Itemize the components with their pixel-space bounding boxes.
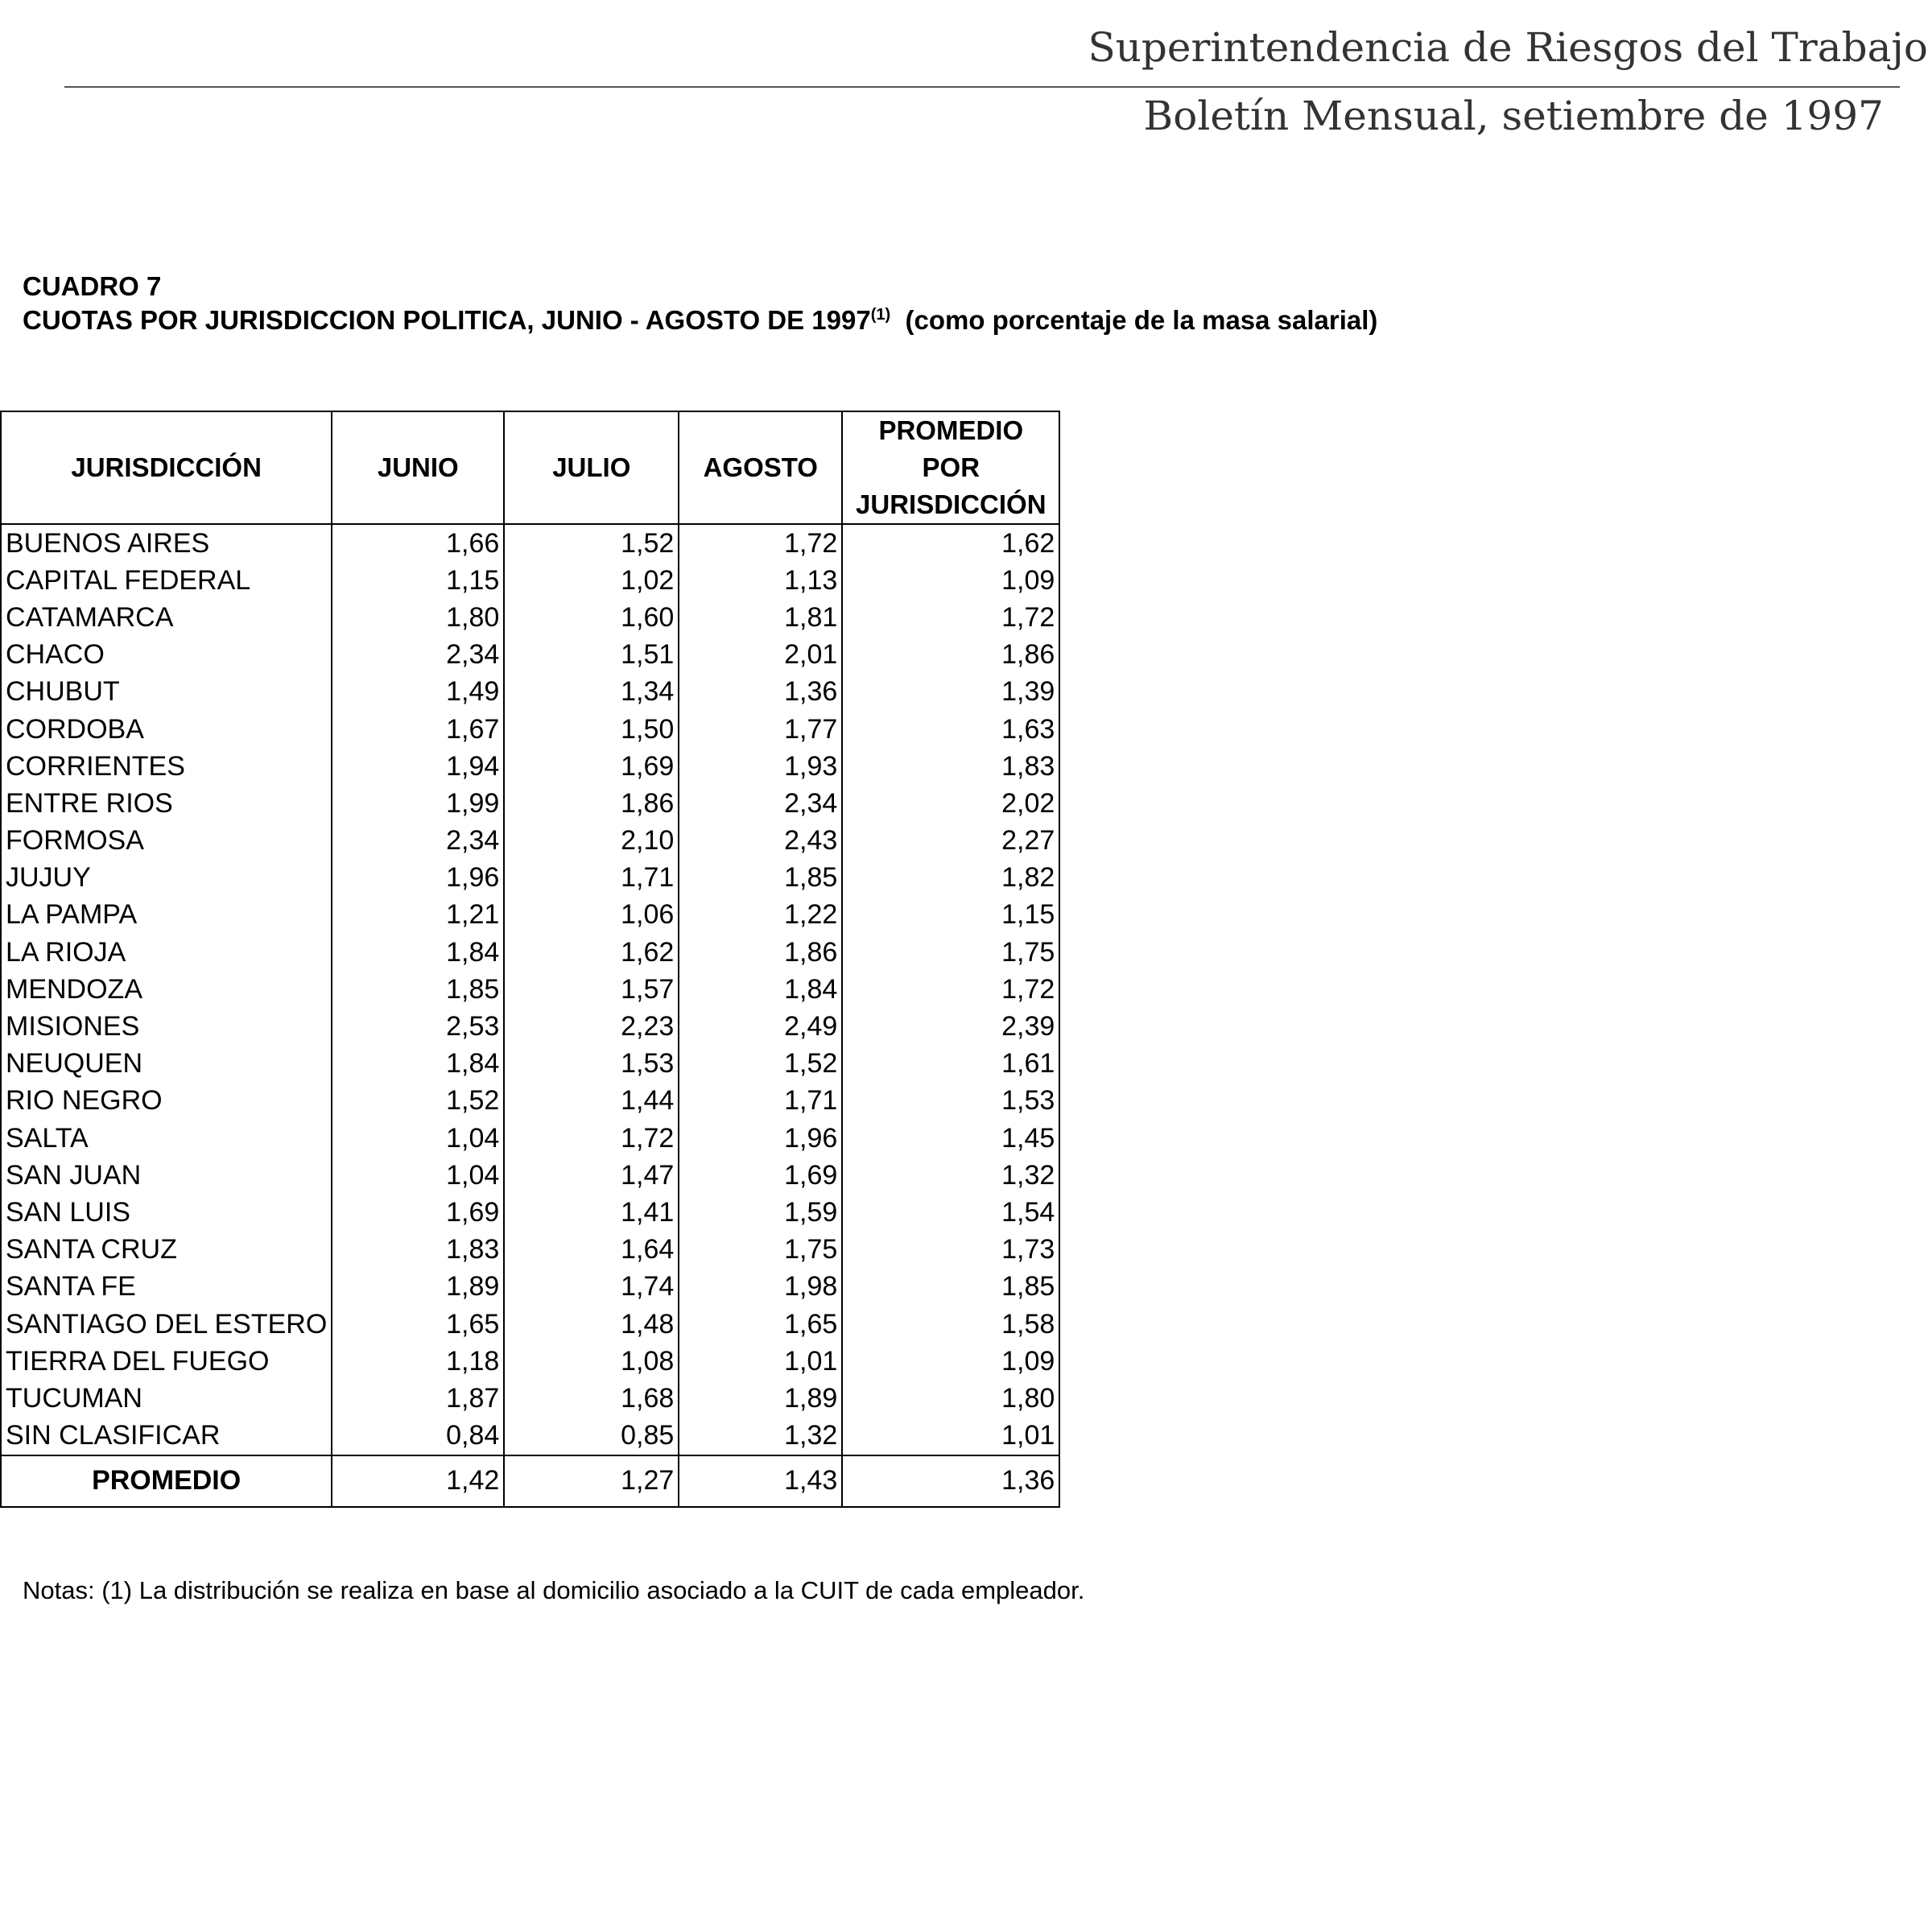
- cell-jurisdiccion: TUCUMAN: [1, 1380, 332, 1417]
- cell-agosto: 1,71: [679, 1083, 842, 1120]
- table-row: [1, 711, 1059, 748]
- cell-julio: 1,60: [504, 599, 679, 636]
- table-row: [1, 897, 1059, 934]
- cell-jurisdiccion: CATAMARCA: [1, 599, 332, 636]
- cell-julio: 1,71: [504, 860, 679, 897]
- table-row: [1, 1008, 1059, 1045]
- cell-agosto: 1,93: [679, 748, 842, 785]
- cell-agosto: 1,65: [679, 1306, 842, 1343]
- cell-jurisdiccion: CORDOBA: [1, 711, 332, 748]
- cell-promedio: 1,39: [842, 674, 1059, 711]
- bulletin-title: Boletín Mensual, setiembre de 1997: [1143, 93, 1884, 139]
- table-title-subtitle: (como porcentaje de la masa salarial): [905, 305, 1378, 335]
- cell-promedio: 1,72: [842, 599, 1059, 636]
- table-row: [1, 971, 1059, 1008]
- cell-promedio: 1,54: [842, 1194, 1059, 1231]
- cell-promedio: 1,53: [842, 1083, 1059, 1120]
- cell-promedio: 1,82: [842, 860, 1059, 897]
- cell-jurisdiccion: SANTIAGO DEL ESTERO: [1, 1306, 332, 1343]
- cell-julio: 1,72: [504, 1120, 679, 1157]
- cell-agosto: 1,81: [679, 599, 842, 636]
- cell-agosto: 1,69: [679, 1157, 842, 1194]
- header-agosto: AGOSTO: [679, 411, 842, 524]
- cell-junio: 1,85: [332, 971, 504, 1008]
- cell-promedio: 1,58: [842, 1306, 1059, 1343]
- cell-junio: 1,87: [332, 1380, 504, 1417]
- cell-agosto: 2,01: [679, 637, 842, 674]
- cell-agosto: 1,77: [679, 711, 842, 748]
- cell-jurisdiccion: TIERRA DEL FUEGO: [1, 1343, 332, 1380]
- cell-promedio: 1,61: [842, 1046, 1059, 1083]
- cell-promedio: 2,39: [842, 1008, 1059, 1045]
- organization-name: Superintendencia de Riesgos del Trabajo: [1088, 24, 1928, 71]
- header-promedio: [842, 411, 1059, 524]
- table-row: [1, 1120, 1059, 1157]
- cell-agosto: 1,01: [679, 1343, 842, 1380]
- cell-junio: 1,99: [332, 785, 504, 822]
- cell-jurisdiccion: SANTA CRUZ: [1, 1232, 332, 1269]
- cell-promedio: 1,01: [842, 1418, 1059, 1455]
- cell-agosto: 1,98: [679, 1269, 842, 1306]
- cell-junio: 1,66: [332, 524, 504, 562]
- cell-julio: 1,68: [504, 1380, 679, 1417]
- cell-jurisdiccion: LA PAMPA: [1, 897, 332, 934]
- cell-junio: 1,80: [332, 599, 504, 636]
- cell-julio: 1,74: [504, 1269, 679, 1306]
- cell-promedio: 1,63: [842, 711, 1059, 748]
- cell-julio: 1,47: [504, 1157, 679, 1194]
- cell-julio: 1,64: [504, 1232, 679, 1269]
- cell-junio: 2,34: [332, 823, 504, 860]
- cell-promedio: 1,09: [842, 1343, 1059, 1380]
- cell-agosto: 1,72: [679, 524, 842, 562]
- cell-jurisdiccion: SANTA FE: [1, 1269, 332, 1306]
- cell-junio: 1,49: [332, 674, 504, 711]
- header-promedio-line1: PROMEDIO POR: [878, 415, 1024, 482]
- cell-junio: 1,04: [332, 1157, 504, 1194]
- cell-agosto: 2,49: [679, 1008, 842, 1045]
- cell-junio: 1,65: [332, 1306, 504, 1343]
- header-promedio-line2: JURISDICCIÓN: [856, 489, 1046, 519]
- footnote: Notas: (1) La distribución se realiza en base al domicilio asociado a la CUIT de cada empleador.: [23, 1576, 1085, 1604]
- cell-julio: 1,86: [504, 785, 679, 822]
- cell-julio: 1,06: [504, 897, 679, 934]
- cell-jurisdiccion: FORMOSA: [1, 823, 332, 860]
- table-title: [23, 303, 1377, 337]
- cell-junio: 1,94: [332, 748, 504, 785]
- cell-jurisdiccion: CAPITAL FEDERAL: [1, 562, 332, 599]
- cell-jurisdiccion: ENTRE RIOS: [1, 785, 332, 822]
- table-header-row: [1, 411, 1059, 524]
- cell-julio: 1,02: [504, 562, 679, 599]
- table-title-main: CUOTAS POR JURISDICCION POLITICA, JUNIO - AGOSTO DE 1997: [23, 305, 871, 335]
- cell-julio: 1,53: [504, 1046, 679, 1083]
- quota-table: [0, 411, 1060, 1508]
- cell-agosto: 1,22: [679, 897, 842, 934]
- cell-julio: 1,52: [504, 524, 679, 562]
- cell-jurisdiccion: MENDOZA: [1, 971, 332, 1008]
- cell-junio: 1,83: [332, 1232, 504, 1269]
- total-promedio: 1,36: [842, 1455, 1059, 1507]
- cell-promedio: 1,83: [842, 748, 1059, 785]
- cell-jurisdiccion: SALTA: [1, 1120, 332, 1157]
- table-row: [1, 599, 1059, 636]
- cell-agosto: 1,75: [679, 1232, 842, 1269]
- cell-agosto: 2,43: [679, 823, 842, 860]
- cell-agosto: 2,34: [679, 785, 842, 822]
- cell-promedio: 1,73: [842, 1232, 1059, 1269]
- header-junio: JUNIO: [332, 411, 504, 524]
- cell-junio: 0,84: [332, 1418, 504, 1455]
- cell-promedio: 1,09: [842, 562, 1059, 599]
- table-row: [1, 785, 1059, 822]
- table-row: [1, 637, 1059, 674]
- cell-julio: 1,44: [504, 1083, 679, 1120]
- cell-junio: 1,89: [332, 1269, 504, 1306]
- cell-agosto: 1,84: [679, 971, 842, 1008]
- table-row: [1, 823, 1059, 860]
- table-row: [1, 860, 1059, 897]
- cell-agosto: 1,85: [679, 860, 842, 897]
- table-row: [1, 1269, 1059, 1306]
- cell-promedio: 1,85: [842, 1269, 1059, 1306]
- cell-julio: 1,08: [504, 1343, 679, 1380]
- table-row: [1, 1306, 1059, 1343]
- cell-junio: 1,15: [332, 562, 504, 599]
- cell-julio: 1,62: [504, 934, 679, 971]
- cell-promedio: 1,72: [842, 971, 1059, 1008]
- cell-junio: 1,67: [332, 711, 504, 748]
- cell-julio: 1,57: [504, 971, 679, 1008]
- table-body: [1, 524, 1059, 1455]
- cell-promedio: 1,86: [842, 637, 1059, 674]
- cell-junio: 1,69: [332, 1194, 504, 1231]
- cell-promedio: 1,62: [842, 524, 1059, 562]
- cell-julio: 2,10: [504, 823, 679, 860]
- cell-jurisdiccion: SAN LUIS: [1, 1194, 332, 1231]
- cell-promedio: 1,80: [842, 1380, 1059, 1417]
- table-row: [1, 1046, 1059, 1083]
- cell-julio: 2,23: [504, 1008, 679, 1045]
- cell-junio: 1,21: [332, 897, 504, 934]
- cell-junio: 1,84: [332, 934, 504, 971]
- cell-jurisdiccion: SIN CLASIFICAR: [1, 1418, 332, 1455]
- cell-jurisdiccion: CHUBUT: [1, 674, 332, 711]
- cell-promedio: 2,27: [842, 823, 1059, 860]
- cell-jurisdiccion: SAN JUAN: [1, 1157, 332, 1194]
- total-row: [1, 1455, 1059, 1507]
- header-divider: [64, 86, 1900, 88]
- cell-julio: 1,34: [504, 674, 679, 711]
- table-row: [1, 674, 1059, 711]
- cell-agosto: 1,96: [679, 1120, 842, 1157]
- header-julio: JULIO: [504, 411, 679, 524]
- total-label: PROMEDIO: [1, 1455, 332, 1507]
- cell-agosto: 1,36: [679, 674, 842, 711]
- cell-jurisdiccion: RIO NEGRO: [1, 1083, 332, 1120]
- table-row: [1, 1232, 1059, 1269]
- footnote-ref: (1): [870, 306, 891, 324]
- cell-jurisdiccion: BUENOS AIRES: [1, 524, 332, 562]
- table-row: [1, 1194, 1059, 1231]
- cell-julio: 1,41: [504, 1194, 679, 1231]
- cell-jurisdiccion: MISIONES: [1, 1008, 332, 1045]
- cell-julio: 1,51: [504, 637, 679, 674]
- cell-agosto: 1,86: [679, 934, 842, 971]
- table-row: [1, 1157, 1059, 1194]
- cell-promedio: 1,32: [842, 1157, 1059, 1194]
- cell-promedio: 2,02: [842, 785, 1059, 822]
- cell-julio: 0,85: [504, 1418, 679, 1455]
- table-row: [1, 1343, 1059, 1380]
- cell-julio: 1,69: [504, 748, 679, 785]
- cell-jurisdiccion: CHACO: [1, 637, 332, 674]
- header-jurisdiccion: JURISDICCIÓN: [1, 411, 332, 524]
- table-row: [1, 524, 1059, 562]
- cell-jurisdiccion: NEUQUEN: [1, 1046, 332, 1083]
- cell-promedio: 1,45: [842, 1120, 1059, 1157]
- cell-junio: 1,96: [332, 860, 504, 897]
- cell-junio: 2,34: [332, 637, 504, 674]
- table-row: [1, 1418, 1059, 1455]
- cell-promedio: 1,15: [842, 897, 1059, 934]
- cell-agosto: 1,89: [679, 1380, 842, 1417]
- cell-agosto: 1,52: [679, 1046, 842, 1083]
- total-julio: 1,27: [504, 1455, 679, 1507]
- cell-junio: 2,53: [332, 1008, 504, 1045]
- table-row: [1, 934, 1059, 971]
- total-agosto: 1,43: [679, 1455, 842, 1507]
- table-row: [1, 1083, 1059, 1120]
- total-junio: 1,42: [332, 1455, 504, 1507]
- cell-julio: 1,50: [504, 711, 679, 748]
- cell-junio: 1,04: [332, 1120, 504, 1157]
- table-number: CUADRO 7: [23, 271, 162, 301]
- table-row: [1, 562, 1059, 599]
- cell-jurisdiccion: JUJUY: [1, 860, 332, 897]
- cell-agosto: 1,32: [679, 1418, 842, 1455]
- cell-agosto: 1,59: [679, 1194, 842, 1231]
- table-row: [1, 1380, 1059, 1417]
- table-title-block: [23, 270, 1377, 337]
- cell-junio: 1,52: [332, 1083, 504, 1120]
- cell-junio: 1,84: [332, 1046, 504, 1083]
- table-row: [1, 748, 1059, 785]
- cell-junio: 1,18: [332, 1343, 504, 1380]
- cell-julio: 1,48: [504, 1306, 679, 1343]
- cell-agosto: 1,13: [679, 562, 842, 599]
- cell-jurisdiccion: LA RIOJA: [1, 934, 332, 971]
- cell-promedio: 1,75: [842, 934, 1059, 971]
- cell-jurisdiccion: CORRIENTES: [1, 748, 332, 785]
